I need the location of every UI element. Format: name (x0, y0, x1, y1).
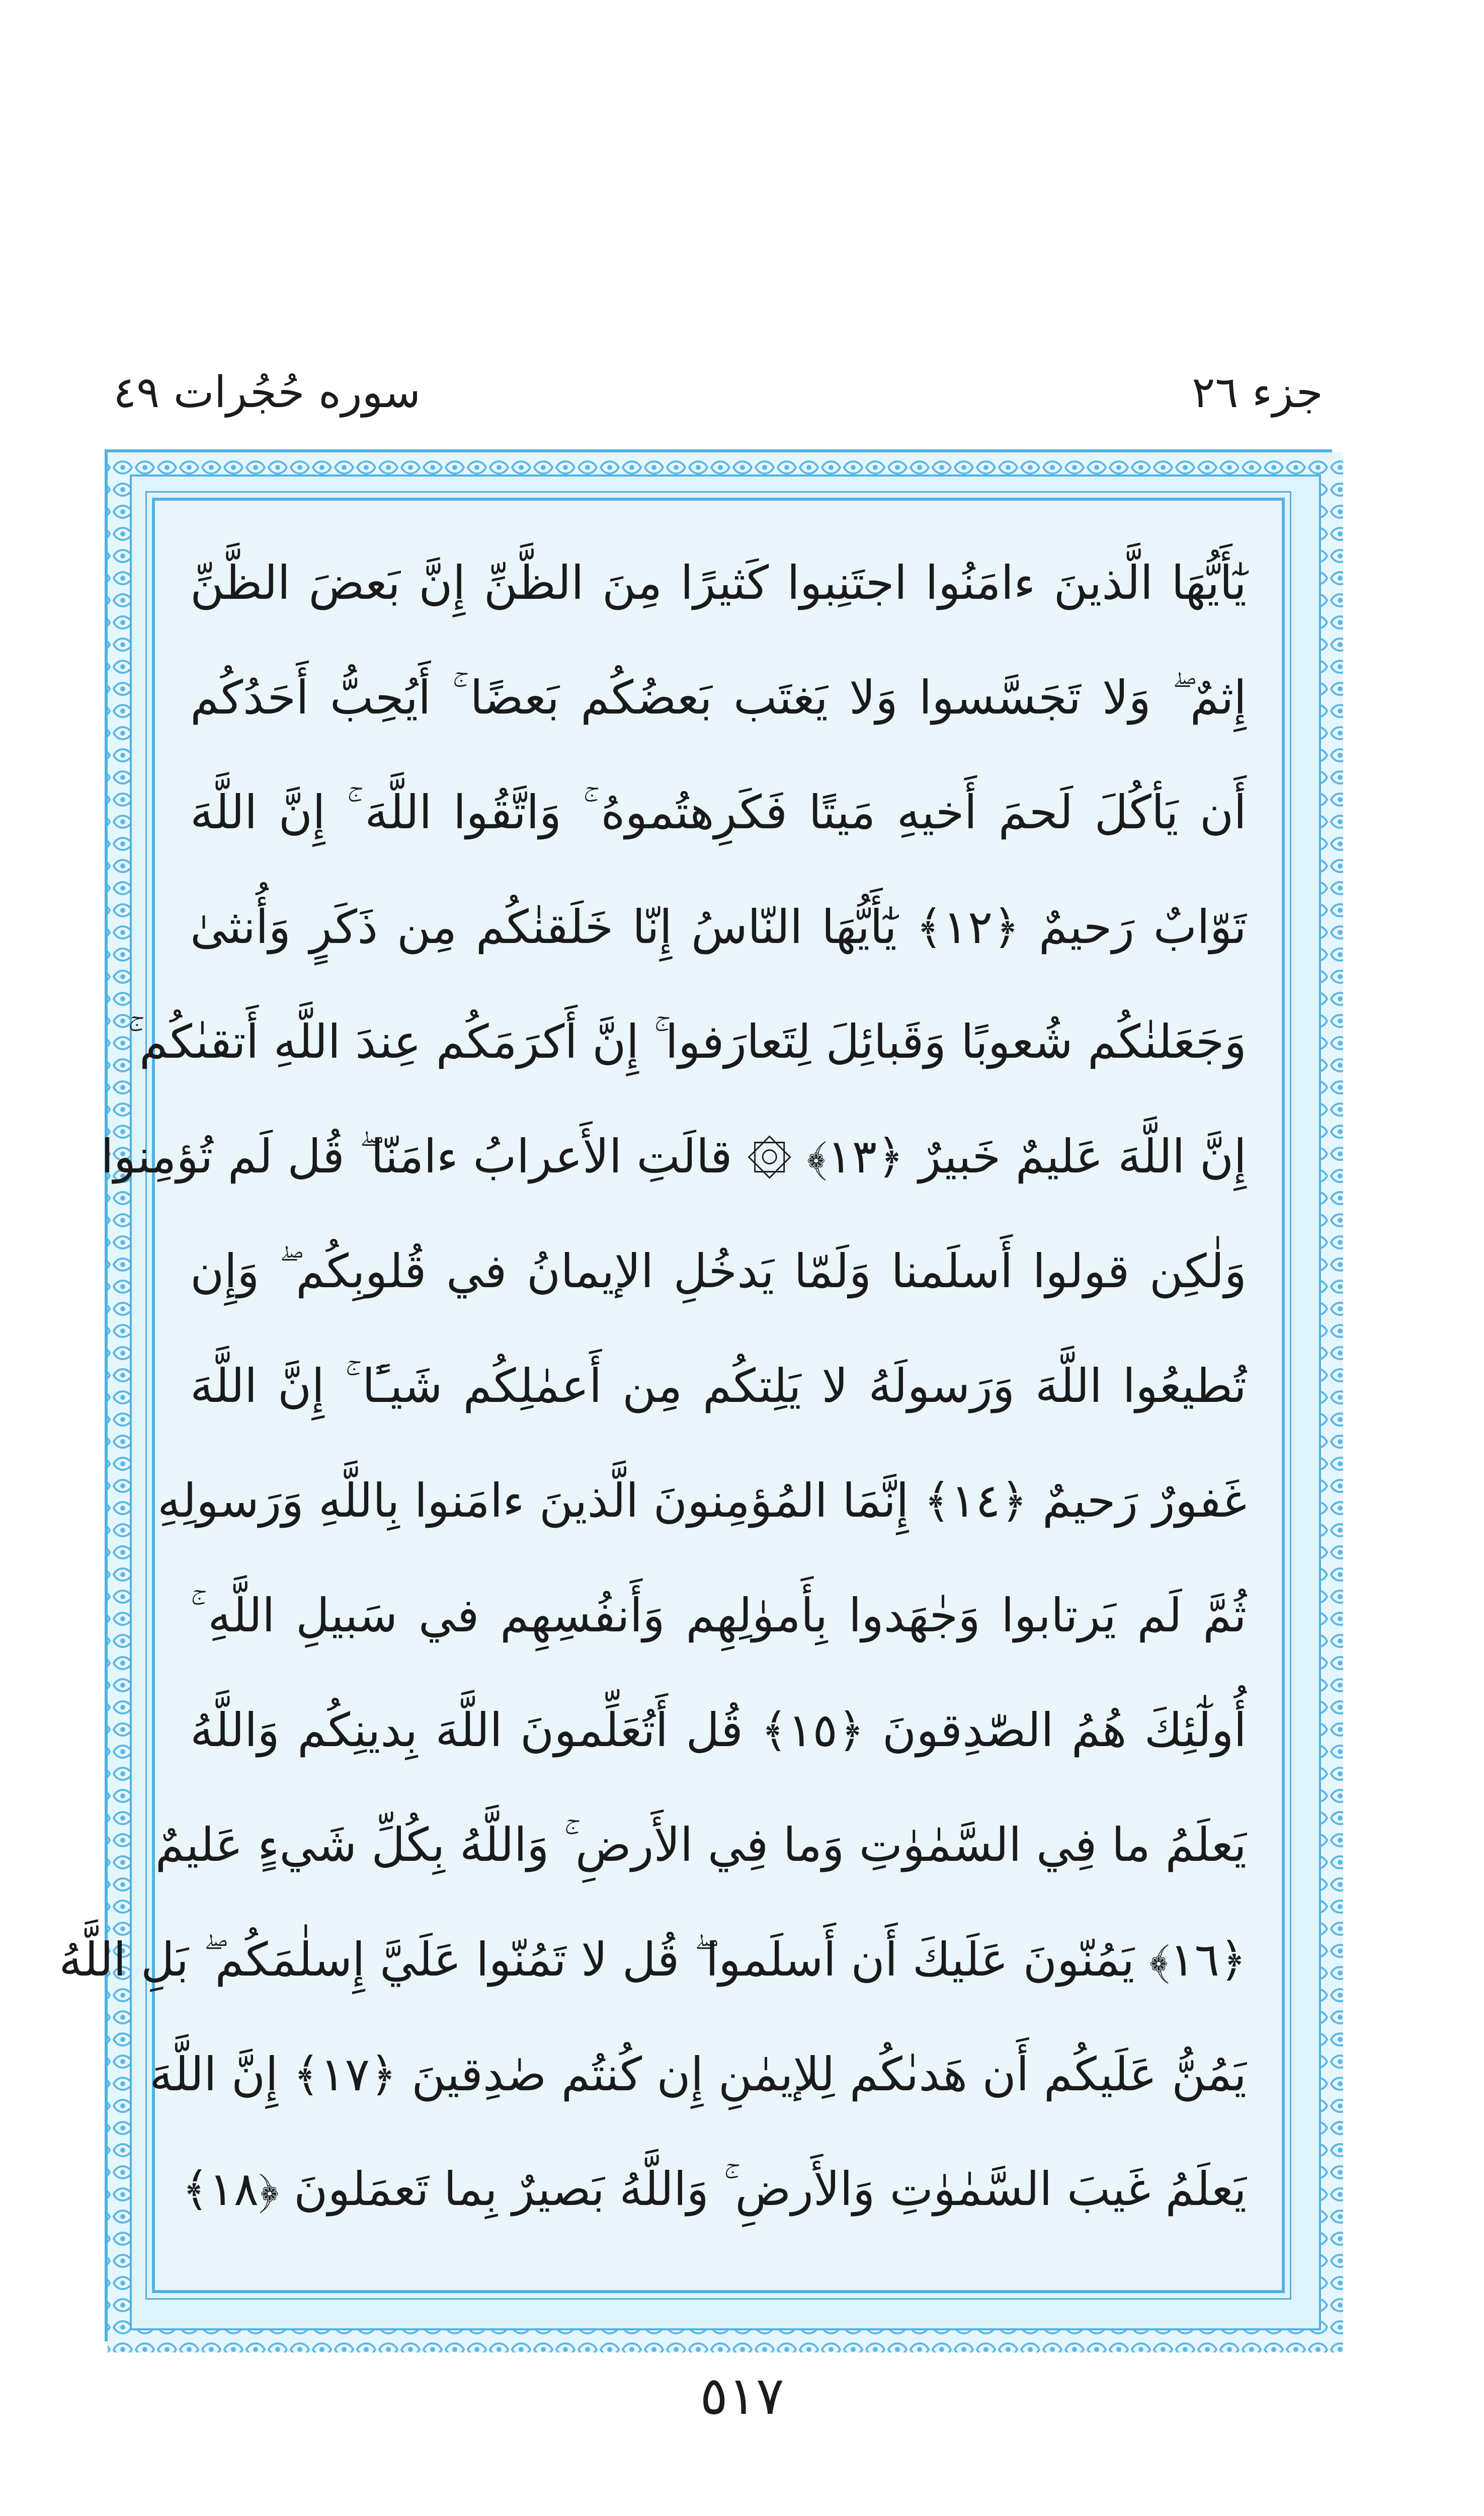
verse-text-block (59, 526, 1247, 2247)
page-frame (59, 449, 1332, 2341)
text-line: غَفورٌ رَحيمٌ ﴿١٤﴾ إِنَّمَا المُؤمِنونَ الَّذينَ ءامَنوا بِاللَّهِ وَرَسولِهِ (157, 1474, 1247, 1528)
text-line: يَعلَمُ ما فِي السَّمٰوٰتِ وَما فِي الأَرضِ ۚ وَاللَّهُ بِكُلِّ شَيءٍ عَليمٌ (155, 1818, 1247, 1872)
text-line: وَجَعَلنٰكُم شُعوبًا وَقَبائِلَ لِتَعارَفوا ۚ إِنَّ أَكرَمَكُم عِندَ اللَّهِ أَتقىٰكُم ۚ (127, 1015, 1247, 1069)
text-line: أُولٰٓئِكَ هُمُ الصّٰدِقونَ ﴿١٥﴾ قُل أَتُعَلِّمونَ اللَّهَ بِدينِكُم وَاللَّهُ (190, 1703, 1247, 1757)
text-line: تُطيعُوا اللَّهَ وَرَسولَهُ لا يَلِتكُم مِن أَعمٰلِكُم شَيـًٔا ۚ إِنَّ اللَّهَ (190, 1359, 1247, 1413)
text-line: وَلٰكِن قولوا أَسلَمنا وَلَمّا يَدخُلِ الإيمانُ في قُلوبِكُم ۖ وَإِن (190, 1244, 1247, 1298)
text-line: إِثمٌ ۖ وَلا تَجَسَّسوا وَلا يَغتَب بَعضُكُم بَعضًا ۚ أَيُحِبُّ أَحَدُكُم (190, 671, 1247, 725)
juz-label: جزء ٢٦ (1192, 367, 1323, 418)
text-line: يٰٓأَيُّهَا الَّذينَ ءامَنُوا اجتَنِبوا كَثيرًا مِنَ الظَّنِّ إِنَّ بَعضَ الظَّنِّ (190, 556, 1247, 610)
text-panel (59, 498, 1285, 2293)
text-line: إِنَّ اللَّهَ عَليمٌ خَبيرٌ ﴿١٣﴾ ۞ قالَتِ الأَعرابُ ءامَنّا ۖ قُل لَم تُؤمِنوا (101, 1130, 1247, 1184)
page-number: ٥١٧ (700, 2365, 784, 2426)
text-line: يَعلَمُ غَيبَ السَّمٰوٰتِ وَالأَرضِ ۚ وَاللَّهُ بَصيرٌ بِما تَعمَلونَ ﴿١٨﴾ (182, 2162, 1247, 2216)
text-line: أَن يَأكُلَ لَحمَ أَخيهِ مَيتًا فَكَرِهتُموهُ ۚ وَاتَّقُوا اللَّهَ ۚ إِنَّ اللَّهَ (190, 785, 1247, 839)
text-line: يَمُنُّ عَلَيكُم أَن هَدىٰكُم لِلإيمٰنِ إِن كُنتُم صٰدِقينَ ﴿١٧﴾ إِنَّ اللَّهَ (149, 2048, 1247, 2101)
text-line: ثُمَّ لَم يَرتابوا وَجٰهَدوا بِأَموٰلِهِم وَأَنفُسِهِم في سَبيلِ اللَّهِ ۚ (190, 1589, 1247, 1642)
text-line: تَوّابٌ رَحيمٌ ﴿١٢﴾ يٰٓأَيُّهَا النّاسُ إِنّا خَلَقنٰكُم مِن ذَكَرٍ وَأُنثىٰ (190, 900, 1247, 954)
text-line: ﴿١٦﴾ يَمُنّونَ عَلَيكَ أَن أَسلَموا ۖ قُل لا تَمُنّوا عَلَيَّ إِسلٰمَكُم ۖ بَلِ اللَّهُ (59, 1933, 1247, 1987)
surah-label: سوره حُجُرات ٤٩ (113, 367, 421, 418)
page-header (113, 362, 1323, 438)
